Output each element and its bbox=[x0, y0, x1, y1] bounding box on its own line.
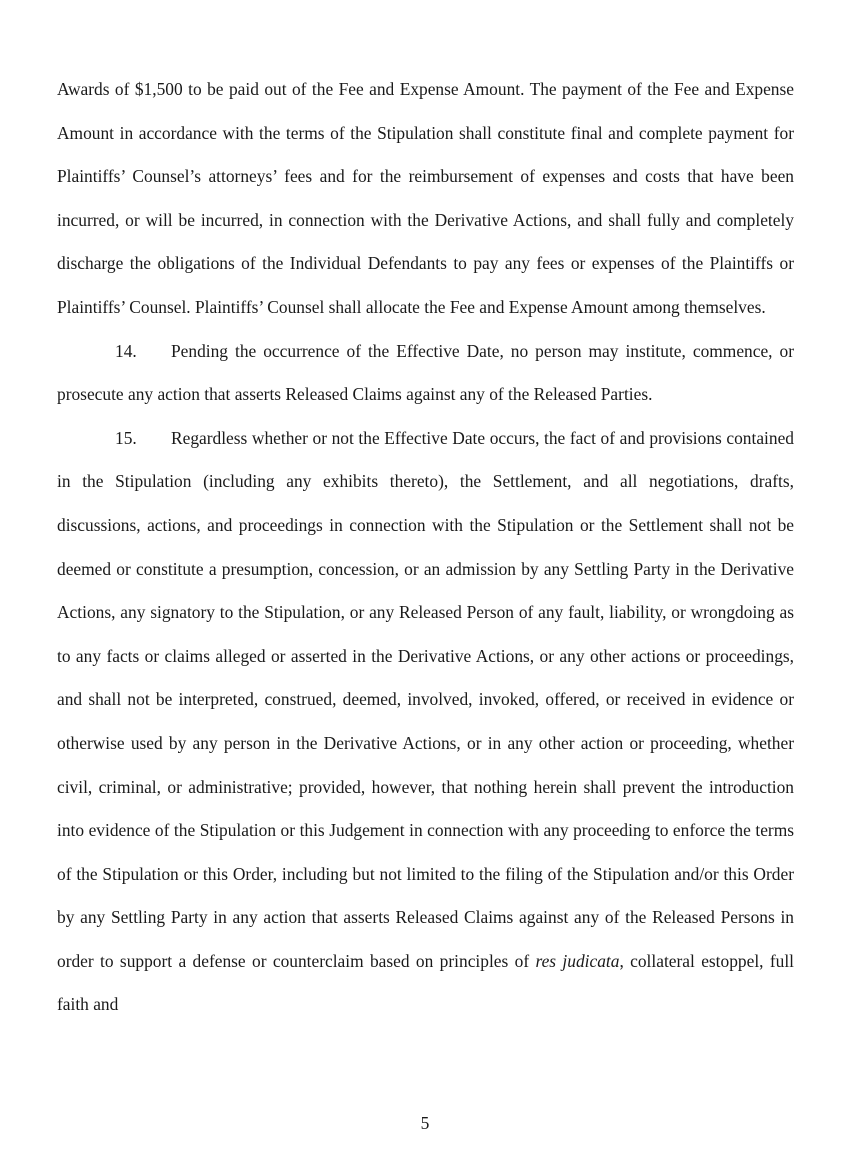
paragraph-13-continued: Awards of $1,500 to be paid out of the Fee and Expense Amount. The payment of the Fee and Expense Amount in accordance with the terms of the Stipulation shall constitute final and complete payment for Plaintiffs’ Counsel’s attorneys’ fees and for the reimbursement of expenses and costs that have been incurred, or will be incurred, in connection with the Derivative Actions, and shall fully and completely discharge the obligations of the Individual Defendants to pay any fees or expenses of the Plaintiffs or Plaintiffs’ Counsel. Plaintiffs’ Counsel shall allocate the Fee and Expense Amount among themselves. bbox=[57, 79, 794, 317]
page-number: 5 bbox=[420, 1113, 430, 1133]
paragraph-number: 15. bbox=[115, 427, 137, 448]
italic-term: res judicata bbox=[535, 950, 620, 971]
paragraph-text-end: , collateral estoppel, full faith and bbox=[57, 950, 795, 1015]
paragraph-14 bbox=[57, 330, 794, 417]
paragraph-text: Pending the occurrence of the Effective Date, no person may institute, commence, or prosecute any action that asserts Released Claims against any of the Released Parties. bbox=[57, 340, 794, 405]
paragraph-text: Regardless whether or not the Effective Date occurs, the fact of and provisions contained in the Stipulation (including any exhibits thereto), the Settlement, and all negotiations, drafts, discussions, actions, and proceedings in connection with the Stipulation or the Settlement shall not be deemed or constitute a presumption, concession, or an admission by any Settling Party in the Derivative Actions, any signatory to the Stipulation, or any Released Person of any fault, liability, or wrongdoing as to any facts or claims alleged or asserted in the Derivative Actions, or any other actions or proceedings, and shall not be interpreted, construed, deemed, involved, invoked, offered, or received in evidence or otherwise used by any person in the Derivative Actions, or in any other action or proceeding, whether civil, criminal, or administrative; provided, however, that nothing herein shall prevent the introduction into evidence of the Stipulation or this Judgement in connection with any proceeding to enforce the terms of the Stipulation or this Order, including but not limited to the filing of the Stipulation and/or this Order by any Settling Party in any action that asserts Released Claims against any of the Released Persons in order to support a defense or counterclaim based on principles of bbox=[57, 427, 794, 971]
paragraph-15 bbox=[57, 417, 794, 1027]
document-body bbox=[57, 68, 794, 1027]
paragraph-number: 14. bbox=[115, 340, 137, 361]
